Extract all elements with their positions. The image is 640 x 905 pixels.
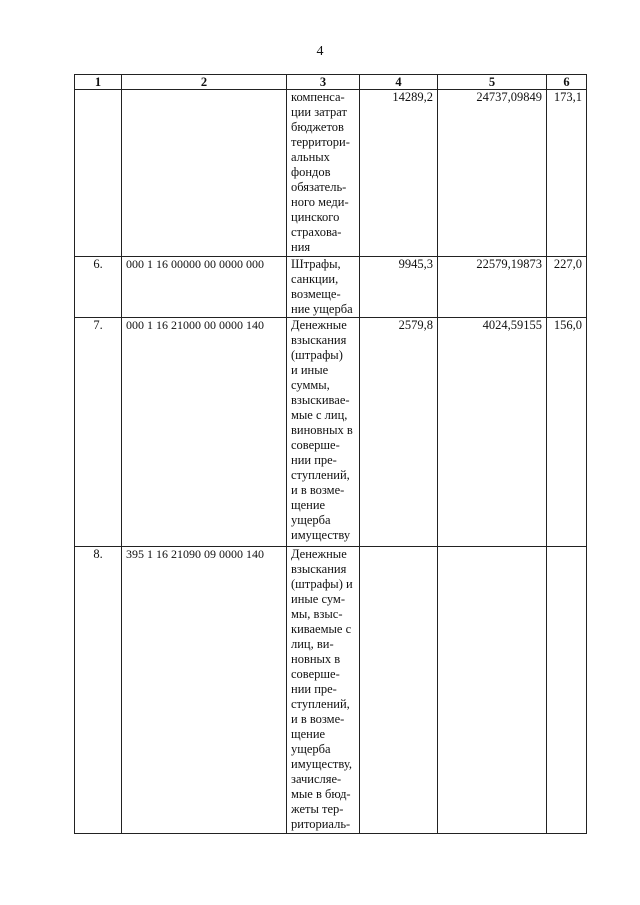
table-row [75, 318, 587, 547]
row-number: 7. [75, 318, 122, 547]
revenue-name: Штрафы, санкции, возмеще- ние ущерба [287, 257, 360, 318]
budget-code: 000 1 16 21000 00 0000 140 [122, 318, 287, 547]
column-header: 6 [547, 75, 587, 90]
revenue-table [74, 74, 587, 834]
header-row [75, 75, 587, 90]
column-header: 2 [122, 75, 287, 90]
table-row [75, 90, 587, 257]
plan-value [360, 547, 438, 834]
column-header: 3 [287, 75, 360, 90]
revenue-name: компенса- ции затрат бюджетов территори- альных фондов обязатель- ного меди- цинского страхова- ния [287, 90, 360, 257]
column-header: 4 [360, 75, 438, 90]
plan-value: 9945,3 [360, 257, 438, 318]
column-header: 1 [75, 75, 122, 90]
actual-value [438, 547, 547, 834]
revenue-name: Денежные взыскания (штрафы) и иные сум- мы, взыс- киваемые с лиц, ви- новных в соверше- нии пре- ступлений, и в возме- щение ущерба имуществу, зачисляе- мые в бюд- жеты тер- риториаль- [287, 547, 360, 834]
revenue-name: Денежные взыскания (штрафы) и иные суммы, взыскивае- мые с лиц, виновных в соверше- нии пре- ступлений, и в возме- щение ущерба имуществу [287, 318, 360, 547]
budget-code [122, 90, 287, 257]
actual-value: 24737,09849 [438, 90, 547, 257]
column-header: 5 [438, 75, 547, 90]
percent-value: 156,0 [547, 318, 587, 547]
actual-value: 22579,19873 [438, 257, 547, 318]
plan-value: 14289,2 [360, 90, 438, 257]
budget-code: 000 1 16 00000 00 0000 000 [122, 257, 287, 318]
page-number: 4 [316, 44, 324, 59]
percent-value: 227,0 [547, 257, 587, 318]
table-row [75, 547, 587, 834]
plan-value: 2579,8 [360, 318, 438, 547]
row-number: 6. [75, 257, 122, 318]
table-row [75, 257, 587, 318]
percent-value [547, 547, 587, 834]
row-number [75, 90, 122, 257]
row-number: 8. [75, 547, 122, 834]
actual-value: 4024,59155 [438, 318, 547, 547]
percent-value: 173,1 [547, 90, 587, 257]
budget-code: 395 1 16 21090 09 0000 140 [122, 547, 287, 834]
